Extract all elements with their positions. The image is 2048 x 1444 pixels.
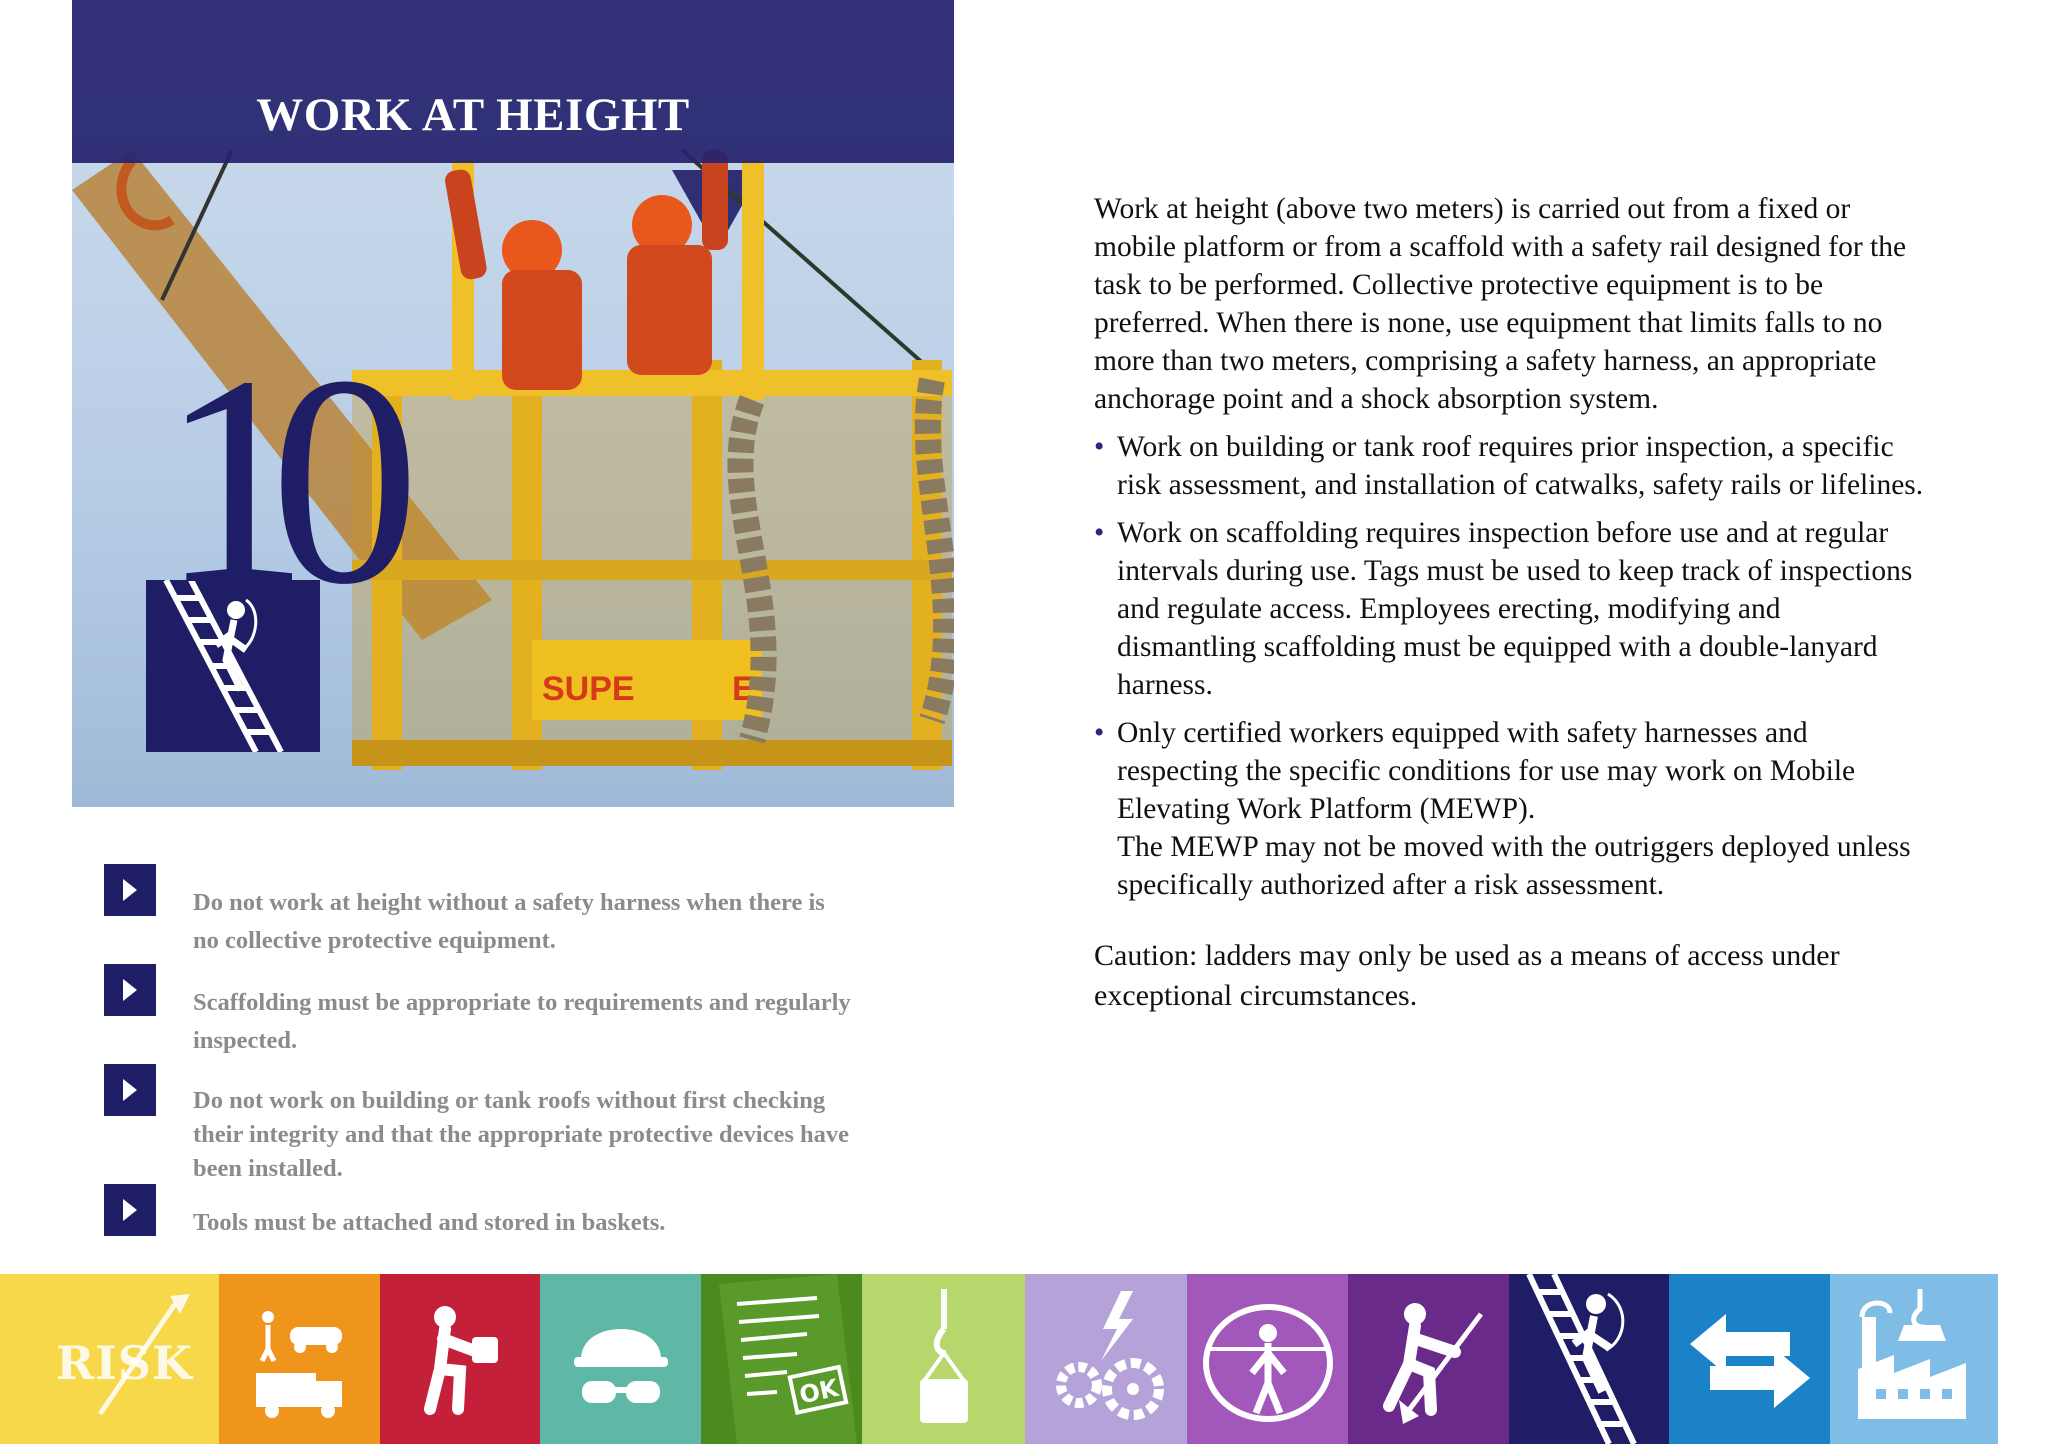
rule-number: 10 xyxy=(160,314,380,646)
risk-tile xyxy=(0,1274,219,1444)
list-item-extra: The MEWP may not be moved with the outriggers deployed unless specifically authorized after a risk assessment. xyxy=(1117,831,1911,901)
icon-tile xyxy=(1025,1274,1187,1444)
bullet-dot: • xyxy=(1094,717,1105,749)
rule-item xyxy=(104,1064,849,1184)
simultaneous-operations-icon xyxy=(1854,1289,1974,1429)
icon-tile xyxy=(1187,1274,1348,1444)
risk-label: RISK xyxy=(56,1336,193,1390)
ok-stamp: OK xyxy=(796,1373,841,1410)
bullet-dot: • xyxy=(1094,517,1105,549)
lifting-load-icon xyxy=(410,1299,510,1419)
icon-tile xyxy=(701,1274,862,1444)
rule-text: Tools must be attached and stored in baskets. xyxy=(193,1209,666,1236)
icon-tile-active xyxy=(1509,1274,1669,1444)
confined-space-icon xyxy=(1198,1289,1338,1429)
bullet-dot: • xyxy=(1094,431,1105,463)
arrow-bullet-icon xyxy=(104,1184,156,1236)
rule-item xyxy=(104,864,844,964)
permit-ok-icon xyxy=(707,1274,857,1444)
hero-photo xyxy=(72,0,954,807)
rule-item xyxy=(104,964,851,1064)
icon-tile xyxy=(540,1274,701,1444)
upright xyxy=(742,160,764,400)
work-at-height-icon xyxy=(1514,1274,1664,1444)
sign-text: SUPE xyxy=(542,670,635,708)
pedestrian-vehicle-icon xyxy=(250,1299,350,1419)
rule-text: Scaffolding must be appropriate to requirements and regularly inspected. xyxy=(193,989,851,1054)
list-item-text: Work on building or tank roof requires prior inspection, a specific risk assessment, and installation of catwalks, safety rails or lifelines. xyxy=(1117,431,1924,501)
rules-icon-strip xyxy=(0,1274,2048,1444)
list-item xyxy=(1094,514,1924,704)
rule-text: Do not work at height without a safety harness when there is no collective protective equipment. xyxy=(193,889,825,954)
arrow-bullet-icon xyxy=(104,1064,156,1116)
list-item-text: Work on scaffolding requires inspection before use and at regular intervals during use. Tags must be used to keep track of inspections and regulate access. Employees erecting, modifying and dismantling scaffolding must be equipped with a double-lanyard harness. xyxy=(1117,517,1913,701)
helmet-goggles-icon xyxy=(566,1299,676,1419)
crane-hook-load-icon xyxy=(894,1289,994,1429)
icon-tile xyxy=(1830,1274,1998,1444)
worker-arm xyxy=(443,168,488,281)
excavation-icon xyxy=(1369,1294,1489,1424)
page-title: WORK AT HEIGHT xyxy=(256,89,690,141)
list-item xyxy=(1094,714,1924,904)
intro-paragraph: Work at height (above two meters) is carried out from a fixed or mobile platform or from a scaffold with a safety rail designed for the task to be performed. Collective protective equipment is to be preferred. When there is none, use equipment that limits falls to no more than two meters, comprising a safety harness, an appropriate anchorage point and a shock absorption system. xyxy=(1094,193,1907,415)
sign-text: E xyxy=(732,670,755,708)
icon-tile xyxy=(862,1274,1025,1444)
list-item xyxy=(1094,428,1924,504)
icon-tile xyxy=(219,1274,380,1444)
worker-body xyxy=(502,270,582,390)
basket-rail xyxy=(352,560,952,580)
rule-text: Do not work on building or tank roofs without first checking their integrity and that the appropriate protective devices have been installed. xyxy=(193,1087,849,1182)
arrow-bullet-icon xyxy=(104,864,156,916)
basket-rail xyxy=(352,740,952,766)
energy-gears-icon xyxy=(1041,1289,1171,1429)
icon-tile xyxy=(1669,1274,1830,1444)
change-management-icon xyxy=(1690,1304,1810,1414)
body-text xyxy=(1094,190,1924,1046)
arrow-bullet-icon xyxy=(104,964,156,1016)
golden-rules-list xyxy=(104,864,851,1284)
caution-note: Caution: ladders may only be used as a means of access under exceptional circumstances. xyxy=(1094,939,1840,1012)
rule-item xyxy=(104,1184,844,1284)
icon-tile xyxy=(1348,1274,1509,1444)
list-item-text: Only certified workers equipped with safety harnesses and respecting the specific conditions for use may work on Mobile Elevating Work Platform (MEWP). xyxy=(1117,717,1856,825)
icon-tile xyxy=(380,1274,540,1444)
worker-arm xyxy=(702,150,728,250)
worker-body xyxy=(627,245,712,375)
